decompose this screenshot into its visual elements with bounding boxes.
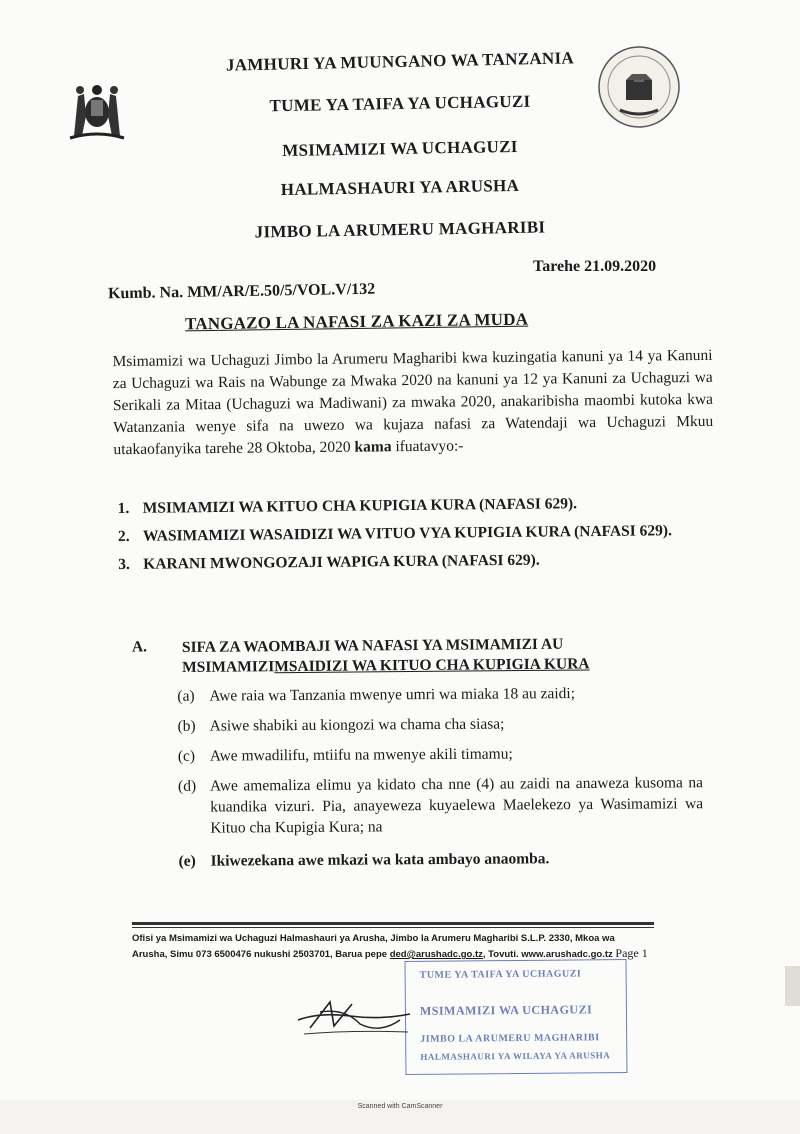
section-a-line2-plain: MSIMAMIZI (182, 658, 275, 677)
position-item (118, 521, 698, 547)
header-commission: TUME YA TAIFA YA UCHAGUZI (269, 91, 531, 116)
criteria-text: Ikiwezekana awe mkazi wa kata ambayo anaomba. (210, 850, 550, 870)
intro-paragraph (112, 345, 713, 461)
stamp-line4: HALMASHAURI YA WILAYA YA ARUSHA (420, 1050, 611, 1062)
criteria-letter: (d) (177, 777, 197, 795)
position-text: KARANI MWONGOZAJI WAPIGA KURA (NAFASI 629). (143, 551, 540, 573)
criteria-item (178, 847, 703, 872)
footer (132, 931, 692, 962)
intro-bold-word: kama (354, 438, 392, 456)
criteria-item (178, 742, 703, 767)
criteria-item (177, 682, 702, 707)
handwritten-signature-icon (290, 990, 420, 1040)
criteria-text: Awe mwadilifu, mtiifu na mwenye akili timamu; (209, 745, 513, 765)
position-item (118, 549, 698, 575)
positions-list (118, 493, 699, 583)
criteria-list (177, 682, 703, 881)
position-text: MSIMAMIZI WA KITUO CHA KUPIGIA KURA (NAFASI 629). (142, 495, 578, 517)
header-returning-officer: MSIMAMIZI WA UCHAGUZI (282, 136, 518, 161)
reference-number: Kumb. Na. MM/AR/E.50/5/VOL.V/132 (107, 280, 376, 303)
document-date: Tarehe 21.09.2020 (533, 258, 657, 275)
stamp-line1: TUME YA TAIFA YA UCHAGUZI (419, 968, 582, 981)
criteria-text: Asiwe shabiki au kiongozi wa chama cha siasa; (209, 715, 505, 735)
header-constituency: JIMBO LA ARUMERU MAGHARIBI (254, 217, 546, 242)
edge-shadow (785, 966, 800, 1006)
criteria-letter: (c) (177, 747, 196, 765)
notice-title: TANGAZO LA NAFASI ZA KAZI ZA MUDA (184, 309, 529, 334)
criteria-letter: (b) (177, 717, 196, 735)
footer-rule (132, 927, 654, 928)
criteria-text: Awe amemaliza elimu ya kidato cha nne (4) au zaidi na anaweza kusoma na kuandika vizuri. Pia, anayeweza kuyaelewa Maelekezo ya Wasimamizi wa Kituo cha Kupigia Kura; na (209, 774, 704, 837)
section-a-letter: A. (131, 638, 148, 656)
header-council: HALMASHAURI YA ARUSHA (280, 175, 520, 200)
position-number: 2. (117, 527, 130, 546)
footer-rule (132, 922, 654, 925)
position-item (118, 493, 698, 519)
criteria-letter: (e) (178, 852, 196, 870)
intro-text: Msimamizi wa Uchaguzi Jimbo la Arumeru Magharibi kwa kuzingatia kanuni ya 14 ya Kanuni za Uchaguzi wa Rais na Wabunge za Mwaka 2020 na kanuni ya 12 ya Kanuni za Uchaguzi wa Serikali za Mitaa (Uchaguzi wa Madiwani) za mwaka 2020, anakaribisha maombi kutoka kwa Watanzania wenye sifa na uwezo wa kujaza nafasi za Watendaji wa Uchaguzi Mkuu utakaofanyika tarehe 28 Oktoba, 2020 (112, 346, 714, 459)
footer-address: Ofisi ya Msimamizi wa Uchaguzi Halmashauri ya Arusha, Jimbo la Arumeru Magharibi S.L.P. 2330, Mkoa wa (132, 933, 615, 944)
position-number: 1. (117, 499, 130, 518)
criteria-letter: (a) (177, 687, 195, 705)
page-number: Page 1 (615, 946, 648, 960)
footer-contacts: Arusha, Simu 073 6500476 nukushi 2503701, Barua pepe (132, 949, 388, 960)
section-a-heading (132, 634, 692, 679)
official-stamp (405, 959, 628, 1075)
criteria-item (178, 712, 703, 737)
criteria-item (178, 772, 703, 839)
footer-email-link[interactable]: ded@arushadc.go.tz (389, 949, 483, 960)
criteria-text: Awe raia wa Tanzania mwenye umri wa miaka 18 au zaidi; (209, 685, 576, 705)
stamp-line3: JIMBO LA ARUMERU MAGHARIBI (420, 1032, 600, 1045)
stamp-line2: MSIMAMIZI WA UCHAGUZI (419, 1002, 593, 1018)
intro-tail: ifuatavyo:- (395, 437, 464, 456)
position-text: WASIMAMIZI WASAIDIZI WA VITUO VYA KUPIGIA KURA (NAFASI 629). (142, 522, 673, 545)
footer-website: , Tovuti. www.arushadc.go.tz (482, 949, 613, 960)
section-a-line2-underlined: MSAIDIZI WA KITUO CHA KUPIGIA KURA (274, 655, 590, 676)
header-republic: JAMHURI YA MUUNGANO WA TANZANIA (225, 48, 575, 75)
position-number: 3. (118, 555, 130, 574)
section-a-line1: SIFA ZA WAOMBAJI WA NAFASI YA MSIMAMIZI AU (181, 635, 564, 657)
scanner-watermark: Scanned with CamScanner (357, 1103, 443, 1110)
